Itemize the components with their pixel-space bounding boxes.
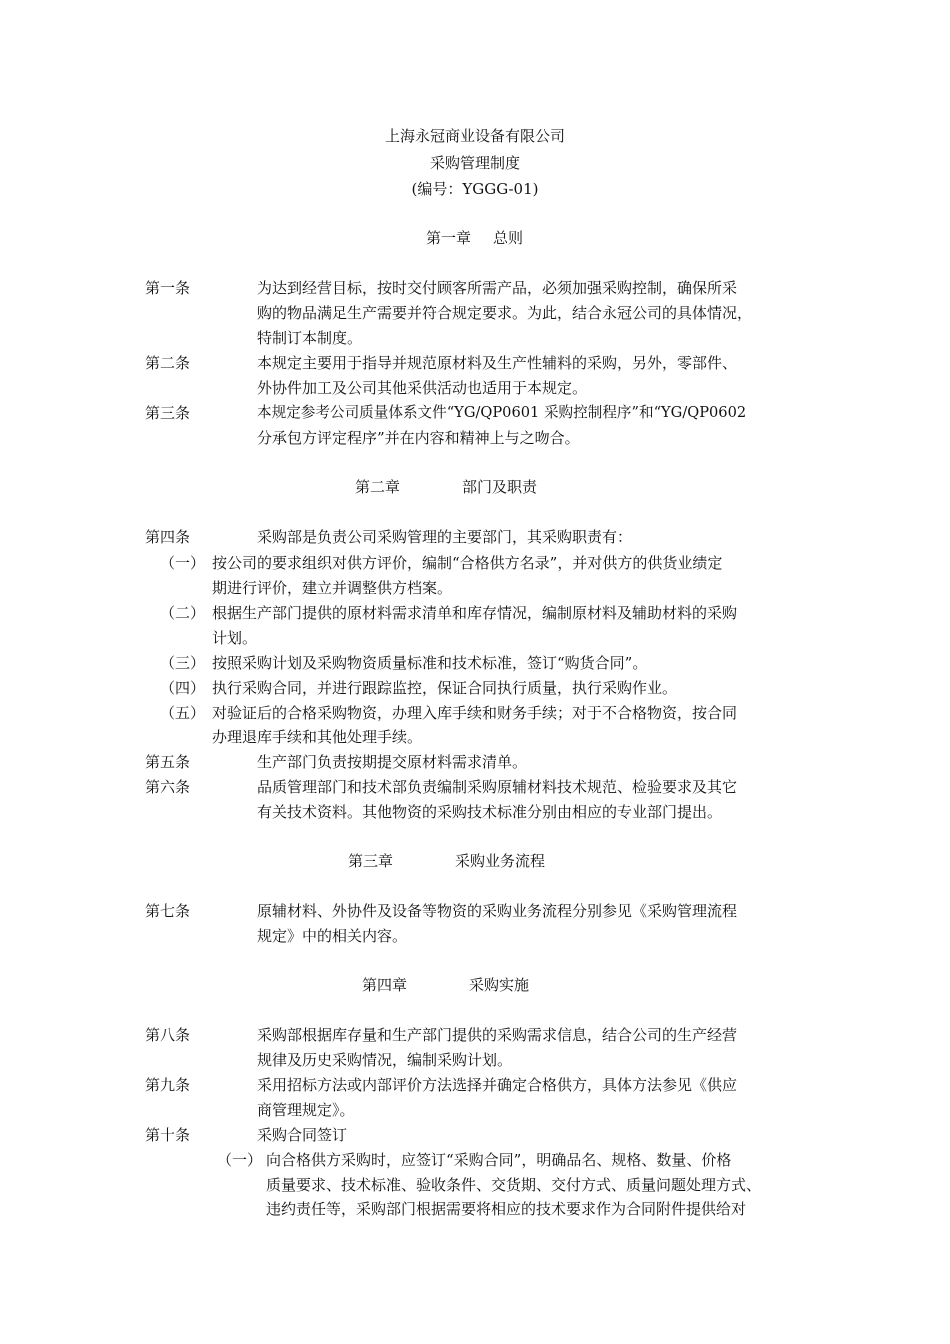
list-item-text: 期进行评价，建立并调整供方档案。 <box>212 579 453 597</box>
article-label: 第六条 <box>145 778 191 796</box>
article-label: 第九条 <box>145 1076 191 1094</box>
list-item-text: 计划。 <box>212 629 258 647</box>
article-label: 第四条 <box>145 528 191 546</box>
list-item-text: 执行采购合同，并进行跟踪监控，保证合同执行质量，执行采购作业。 <box>212 679 678 697</box>
article-text-line: 特制订本制度。 <box>257 329 363 347</box>
list-item-number: （四） <box>160 679 206 697</box>
article-label: 第三条 <box>145 404 191 422</box>
list-item-text: 违约责任等，采购部门根据需要将相应的技术要求作为合同附件提供给对 <box>266 1200 747 1218</box>
article-label: 第五条 <box>145 753 191 771</box>
chapter-number: 第二章 <box>355 478 401 496</box>
article-label: 第二条 <box>145 354 191 372</box>
list-item-text: 向合格供方采购时，应签订“采购合同”，明确品名、规格、数量、价格 <box>266 1151 732 1169</box>
article-text-line: 采购部是负责公司采购管理的主要部门，其采购职责有： <box>257 528 633 546</box>
article-label: 第一条 <box>145 279 191 297</box>
chapter-number: 第三章 <box>348 852 394 870</box>
article-text-line: 采购部根据库存量和生产部门提供的采购需求信息，结合公司的生产经营 <box>257 1026 738 1044</box>
list-item-number: （三） <box>160 654 206 672</box>
article-text-line: 规定》中的相关内容。 <box>257 927 408 945</box>
list-item-number: （二） <box>160 604 206 622</box>
chapter-name: 采购业务流程 <box>455 852 546 870</box>
list-item-text: 办理退库手续和其他处理手续。 <box>212 728 423 746</box>
chapter-3-heading <box>348 849 545 873</box>
document-code: (编号：YGGG-01) <box>411 180 539 198</box>
list-item-text: 根据生产部门提供的原材料需求清单和库存情况，编制原材料及辅助材料的采购 <box>212 604 738 622</box>
article-text-line: 有关技术资料。其他物资的采购技术标准分别由相应的专业部门提出。 <box>257 803 723 821</box>
article-text-line: 采购合同签订 <box>257 1126 348 1144</box>
article-text-line: 规律及历史采购情况，编制采购计划。 <box>257 1051 513 1069</box>
article-text-line: 外协件加工及公司其他采供活动也适用于本规定。 <box>257 379 588 397</box>
chapter-name: 采购实施 <box>469 976 530 994</box>
list-item-number: （一） <box>217 1151 263 1169</box>
list-item-text: 按照采购计划及采购物资质量标准和技术标准，签订“购货合同”。 <box>212 654 648 672</box>
article-text-line: 商管理规定》。 <box>257 1101 355 1119</box>
chapter-2-heading <box>355 475 537 499</box>
article-label: 第十条 <box>145 1126 191 1144</box>
article-label: 第七条 <box>145 902 191 920</box>
article-text-line: 生产部门负责按期提交原材料需求清单。 <box>257 753 528 771</box>
article-text-line: 购的物品满足生产需要并符合规定要求。为此，结合永冠公司的具体情况， <box>257 304 753 322</box>
document-title: 采购管理制度 <box>429 154 520 172</box>
chapter-number: 第一章 <box>426 229 472 247</box>
article-text-line: 采用招标方法或内部评价方法选择并确定合格供方，具体方法参见《供应 <box>257 1076 738 1094</box>
article-text-line: 原辅材料、外协件及设备等物资的采购业务流程分别参见《采购管理流程 <box>257 902 738 920</box>
list-item-text: 质量要求、技术标准、验收条件、交货期、交付方式、质量问题处理方式、 <box>266 1176 762 1194</box>
chapter-name: 部门及职责 <box>462 478 538 496</box>
article-text-line: 本规定主要用于指导并规范原材料及生产性辅料的采购，另外，零部件、 <box>257 354 738 372</box>
list-item-number: （五） <box>160 704 206 722</box>
chapter-number: 第四章 <box>362 976 408 994</box>
chapter-name: 总则 <box>493 229 524 247</box>
article-text-line: 本规定参考公司质量体系文件“YG/QP0601 采购控制程序”和“YG/QP0602 <box>257 404 747 421</box>
company-name: 上海永冠商业设备有限公司 <box>384 127 565 145</box>
article-text-line: 为达到经营目标，按时交付顾客所需产品，必须加强采购控制，确保所采 <box>257 279 738 297</box>
article-text-line: 分承包方评定程序”并在内容和精神上与之吻合。 <box>257 429 580 447</box>
list-item-text: 对验证后的合格采购物资，办理入库手续和财务手续；对于不合格物资，按合同 <box>212 704 738 722</box>
chapter-4-heading <box>362 973 529 997</box>
article-label: 第八条 <box>145 1026 191 1044</box>
list-item-text: 按公司的要求组织对供方评价，编制“合格供方名录”，并对供方的供货业绩定 <box>212 554 723 572</box>
list-item-number: （一） <box>160 554 206 572</box>
article-text-line: 品质管理部门和技术部负责编制采购原辅材料技术规范、检验要求及其它 <box>257 778 738 796</box>
chapter-1-heading <box>426 226 523 250</box>
